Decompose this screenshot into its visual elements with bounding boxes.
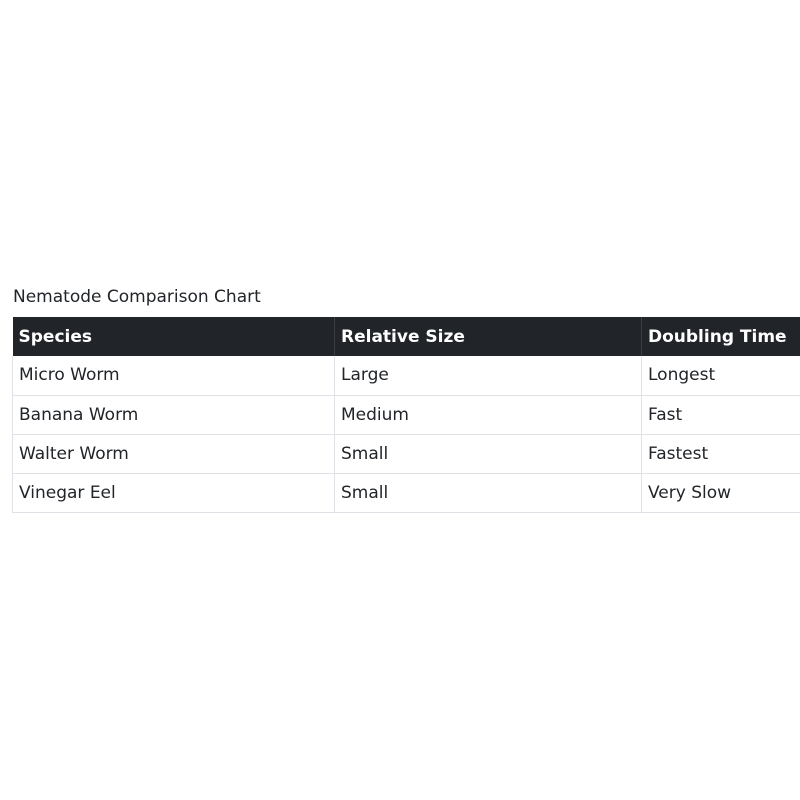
table-cell: Vinegar Eel bbox=[13, 473, 335, 512]
table-cell: Fast bbox=[642, 395, 800, 434]
table-row bbox=[13, 395, 800, 434]
nematode-comparison-table bbox=[12, 317, 800, 513]
table-body bbox=[13, 356, 800, 512]
table-row bbox=[13, 356, 800, 395]
column-header-doubling-time: Doubling Time bbox=[642, 317, 800, 356]
table-cell: Walter Worm bbox=[13, 434, 335, 473]
table-row bbox=[13, 434, 800, 473]
table-row bbox=[13, 473, 800, 512]
column-header-species: Species bbox=[13, 317, 335, 356]
table-cell: Micro Worm bbox=[13, 356, 335, 395]
table-cell: Large bbox=[335, 356, 642, 395]
table-cell: Fastest bbox=[642, 434, 800, 473]
table-cell: Small bbox=[335, 434, 642, 473]
table-caption: Nematode Comparison Chart bbox=[13, 287, 261, 307]
table-cell: Medium bbox=[335, 395, 642, 434]
table-cell: Longest bbox=[642, 356, 800, 395]
comparison-table-container bbox=[12, 317, 800, 513]
table-header bbox=[13, 317, 800, 356]
table-cell: Very Slow bbox=[642, 473, 800, 512]
table-cell: Banana Worm bbox=[13, 395, 335, 434]
table-cell: Small bbox=[335, 473, 642, 512]
header-row bbox=[13, 317, 800, 356]
column-header-relative-size: Relative Size bbox=[335, 317, 642, 356]
